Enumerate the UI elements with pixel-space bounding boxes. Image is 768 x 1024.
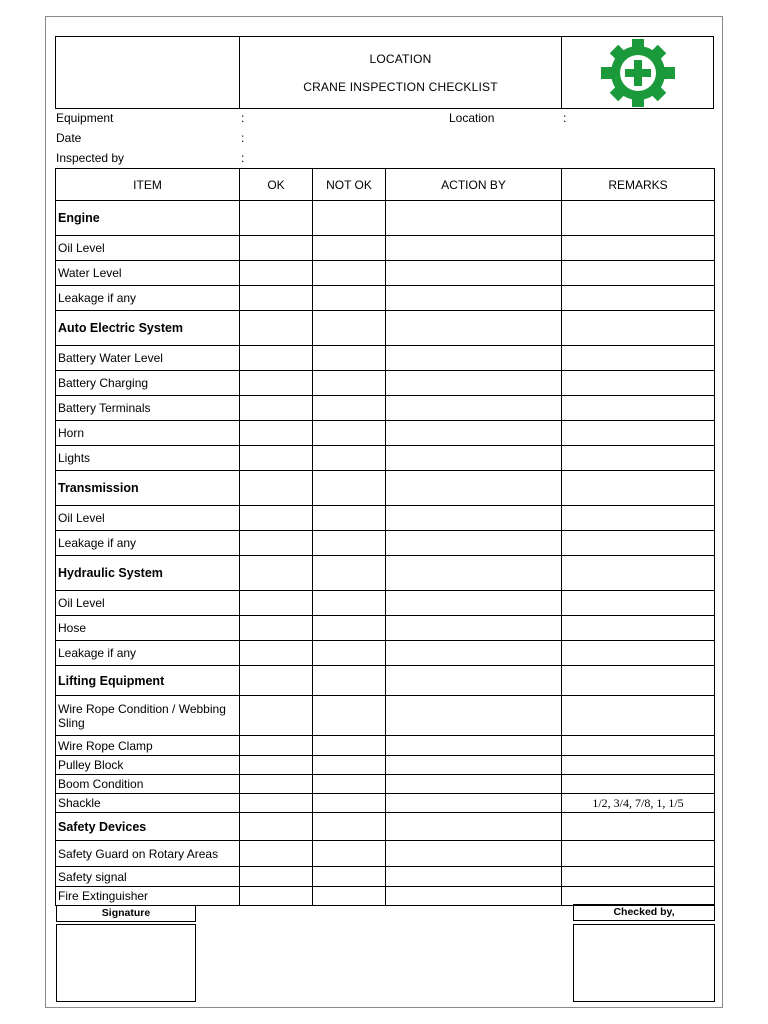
not-ok-cell[interactable] (313, 506, 386, 531)
table-row (56, 756, 715, 775)
ok-cell[interactable] (240, 775, 313, 794)
date-colon: : (241, 131, 245, 145)
header-blank-cell (56, 37, 240, 108)
action-by-cell[interactable] (386, 346, 562, 371)
action-by-cell[interactable] (386, 556, 562, 591)
section-row (56, 201, 715, 236)
remarks-cell[interactable] (562, 775, 715, 794)
table-row (56, 446, 715, 471)
item-label: Horn (56, 421, 240, 446)
not-ok-cell[interactable] (313, 887, 386, 906)
table-header-row (56, 169, 715, 201)
item-label: Leakage if any (56, 531, 240, 556)
not-ok-cell[interactable] (313, 201, 386, 236)
equipment-label: Equipment (56, 111, 114, 125)
item-label: Oil Level (56, 591, 240, 616)
section-row (56, 813, 715, 841)
ok-cell[interactable] (240, 311, 313, 346)
item-label: Lights (56, 446, 240, 471)
section-title: Transmission (56, 471, 240, 506)
ok-cell[interactable] (240, 396, 313, 421)
item-label: Pulley Block (56, 756, 240, 775)
table-row (56, 841, 715, 867)
location-label: Location (449, 111, 495, 125)
not-ok-cell[interactable] (313, 813, 386, 841)
item-label: Safety signal (56, 867, 240, 887)
table-row (56, 867, 715, 887)
inspection-table (55, 168, 715, 906)
table-row (56, 696, 715, 736)
ok-cell[interactable] (240, 261, 313, 286)
item-label: Wire Rope Clamp (56, 736, 240, 756)
equipment-colon: : (241, 111, 245, 125)
item-label: Hose (56, 616, 240, 641)
not-ok-cell[interactable] (313, 736, 386, 756)
remarks-cell[interactable] (562, 591, 715, 616)
table-row (56, 736, 715, 756)
table-row (56, 286, 715, 311)
item-label: Battery Water Level (56, 346, 240, 371)
item-label: Shackle (56, 794, 240, 813)
safety-logo (562, 37, 713, 108)
column-header-action-by: ACTION BY (386, 169, 562, 201)
remarks-cell[interactable] (562, 696, 715, 736)
ok-cell[interactable] (240, 666, 313, 696)
date-label: Date (56, 131, 82, 145)
action-by-cell[interactable] (386, 775, 562, 794)
column-header-ok: OK (240, 169, 313, 201)
action-by-cell[interactable] (386, 591, 562, 616)
not-ok-cell[interactable] (313, 775, 386, 794)
item-label: Water Level (56, 261, 240, 286)
ok-cell[interactable] (240, 236, 313, 261)
action-by-cell[interactable] (386, 696, 562, 736)
inspected-by-colon: : (241, 151, 245, 165)
remarks-cell[interactable] (562, 887, 715, 906)
section-title: Hydraulic System (56, 556, 240, 591)
not-ok-cell[interactable] (313, 591, 386, 616)
ok-cell[interactable] (240, 616, 313, 641)
ok-cell[interactable] (240, 841, 313, 867)
table-row (56, 591, 715, 616)
not-ok-cell[interactable] (313, 346, 386, 371)
not-ok-cell[interactable] (313, 261, 386, 286)
not-ok-cell[interactable] (313, 446, 386, 471)
section-title: Auto Electric System (56, 311, 240, 346)
not-ok-cell[interactable] (313, 396, 386, 421)
remarks-cell[interactable] (562, 261, 715, 286)
remarks-cell[interactable] (562, 867, 715, 887)
remarks-cell[interactable] (562, 471, 715, 506)
action-by-cell[interactable] (386, 471, 562, 506)
remarks-cell[interactable] (562, 666, 715, 696)
table-row (56, 371, 715, 396)
not-ok-cell[interactable] (313, 471, 386, 506)
not-ok-cell[interactable] (313, 421, 386, 446)
ok-cell[interactable] (240, 887, 313, 906)
column-header-remarks: REMARKS (562, 169, 715, 201)
table-row (56, 346, 715, 371)
ok-cell[interactable] (240, 531, 313, 556)
action-by-cell[interactable] (386, 616, 562, 641)
remarks-cell[interactable] (562, 556, 715, 591)
section-title: Safety Devices (56, 813, 240, 841)
ok-cell[interactable] (240, 446, 313, 471)
ok-cell[interactable] (240, 641, 313, 666)
item-label: Leakage if any (56, 286, 240, 311)
form-title: CRANE INSPECTION CHECKLIST (303, 79, 498, 94)
not-ok-cell[interactable] (313, 794, 386, 813)
remarks-cell[interactable] (562, 371, 715, 396)
remarks-cell[interactable] (562, 421, 715, 446)
section-title: Lifting Equipment (56, 666, 240, 696)
ok-cell[interactable] (240, 421, 313, 446)
not-ok-cell[interactable] (313, 286, 386, 311)
not-ok-cell[interactable] (313, 666, 386, 696)
action-by-cell[interactable] (386, 371, 562, 396)
not-ok-cell[interactable] (313, 556, 386, 591)
item-label: Battery Charging (56, 371, 240, 396)
checked-by-label: Checked by, (573, 904, 715, 921)
table-row (56, 641, 715, 666)
signature-box[interactable] (56, 924, 196, 1002)
table-row (56, 616, 715, 641)
remarks-cell[interactable] (562, 311, 715, 346)
remarks-cell[interactable] (562, 201, 715, 236)
not-ok-cell[interactable] (313, 867, 386, 887)
action-by-cell[interactable] (386, 666, 562, 696)
item-label: Leakage if any (56, 641, 240, 666)
remarks-cell[interactable] (562, 446, 715, 471)
section-row (56, 556, 715, 591)
action-by-cell[interactable] (386, 421, 562, 446)
action-by-cell[interactable] (386, 446, 562, 471)
ok-cell[interactable] (240, 736, 313, 756)
table-row (56, 775, 715, 794)
ok-cell[interactable] (240, 371, 313, 396)
action-by-cell[interactable] (386, 531, 562, 556)
remarks-cell[interactable] (562, 841, 715, 867)
not-ok-cell[interactable] (313, 311, 386, 346)
ok-cell[interactable] (240, 286, 313, 311)
table-row (56, 887, 715, 906)
table-row (56, 531, 715, 556)
not-ok-cell[interactable] (313, 616, 386, 641)
table-row (56, 794, 715, 813)
item-label: Safety Guard on Rotary Areas (56, 841, 240, 867)
remarks-cell[interactable] (562, 736, 715, 756)
ok-cell[interactable] (240, 867, 313, 887)
header-titles (240, 37, 562, 108)
action-by-cell[interactable] (386, 286, 562, 311)
table-row (56, 421, 715, 446)
ok-cell[interactable] (240, 201, 313, 236)
table-row (56, 261, 715, 286)
not-ok-cell[interactable] (313, 236, 386, 261)
location-title: LOCATION (369, 51, 432, 66)
item-label: Wire Rope Condition / Webbing Sling (56, 696, 240, 736)
action-by-cell[interactable] (386, 506, 562, 531)
remarks-cell[interactable] (562, 616, 715, 641)
ok-cell[interactable] (240, 506, 313, 531)
not-ok-cell[interactable] (313, 696, 386, 736)
action-by-cell[interactable] (386, 756, 562, 775)
remarks-cell[interactable] (562, 396, 715, 421)
ok-cell[interactable] (240, 591, 313, 616)
not-ok-cell[interactable] (313, 531, 386, 556)
item-label: Fire Extinguisher (56, 887, 240, 906)
not-ok-cell[interactable] (313, 641, 386, 666)
ok-cell[interactable] (240, 794, 313, 813)
action-by-cell[interactable] (386, 813, 562, 841)
remarks-cell[interactable] (562, 641, 715, 666)
item-label: Oil Level (56, 506, 240, 531)
location-colon: : (563, 111, 567, 125)
safety-gear-cross-icon (601, 39, 675, 107)
remarks-cell[interactable] (562, 286, 715, 311)
action-by-cell[interactable] (386, 867, 562, 887)
action-by-cell[interactable] (386, 841, 562, 867)
item-label: Battery Terminals (56, 396, 240, 421)
action-by-cell[interactable] (386, 311, 562, 346)
remarks-cell[interactable] (562, 346, 715, 371)
remarks-cell[interactable] (562, 236, 715, 261)
column-header-item: ITEM (56, 169, 240, 201)
remarks-cell[interactable] (562, 813, 715, 841)
ok-cell[interactable] (240, 756, 313, 775)
action-by-cell[interactable] (386, 641, 562, 666)
section-title: Engine (56, 201, 240, 236)
action-by-cell[interactable] (386, 736, 562, 756)
column-header-not-ok: NOT OK (313, 169, 386, 201)
remarks-cell[interactable] (562, 506, 715, 531)
action-by-cell[interactable] (386, 887, 562, 906)
remarks-cell[interactable] (562, 531, 715, 556)
section-row (56, 311, 715, 346)
action-by-cell[interactable] (386, 396, 562, 421)
table-row (56, 506, 715, 531)
not-ok-cell[interactable] (313, 371, 386, 396)
not-ok-cell[interactable] (313, 756, 386, 775)
ok-cell[interactable] (240, 813, 313, 841)
checked-by-box[interactable] (573, 924, 715, 1002)
section-row (56, 471, 715, 506)
action-by-cell[interactable] (386, 794, 562, 813)
ok-cell[interactable] (240, 556, 313, 591)
ok-cell[interactable] (240, 696, 313, 736)
item-label: Oil Level (56, 236, 240, 261)
form-header (55, 36, 714, 109)
action-by-cell[interactable] (386, 236, 562, 261)
table-row (56, 396, 715, 421)
table-row (56, 236, 715, 261)
remarks-cell[interactable] (562, 756, 715, 775)
action-by-cell[interactable] (386, 201, 562, 236)
ok-cell[interactable] (240, 346, 313, 371)
signature-label: Signature (56, 905, 196, 922)
action-by-cell[interactable] (386, 261, 562, 286)
inspected-by-label: Inspected by (56, 151, 125, 165)
section-row (56, 666, 715, 696)
remarks-cell[interactable]: 1/2, 3/4, 7/8, 1, 1/5 (562, 794, 715, 813)
ok-cell[interactable] (240, 471, 313, 506)
item-label: Boom Condition (56, 775, 240, 794)
not-ok-cell[interactable] (313, 841, 386, 867)
